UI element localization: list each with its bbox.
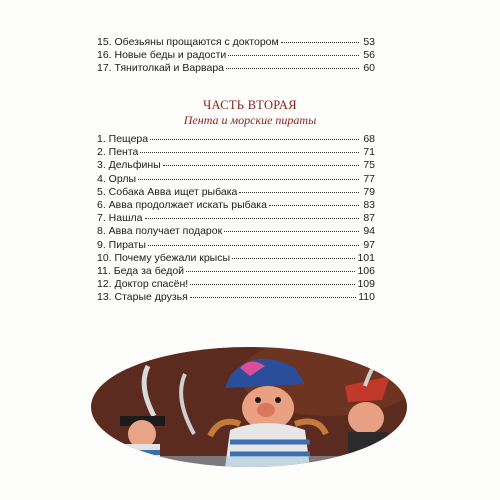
toc-leader-dots — [226, 68, 359, 69]
part-subtitle: Пента и морские пираты — [183, 113, 317, 127]
toc-row — [97, 212, 375, 225]
toc-leader-dots — [140, 152, 359, 153]
toc-row — [97, 62, 375, 75]
toc-leader-dots — [239, 192, 359, 193]
toc-row-page: 56 — [363, 49, 375, 62]
toc-row-label: 3. Дельфины — [97, 159, 161, 172]
toc-row-label: 12. Доктор спасён! — [97, 278, 189, 291]
toc-row — [97, 199, 375, 212]
toc-leader-dots — [163, 165, 359, 166]
toc-row-label: 7. Нашла — [97, 212, 143, 225]
toc-row-page: 60 — [363, 62, 375, 75]
toc-part-one-tail — [97, 36, 375, 76]
toc-row-label: 2. Пента — [97, 146, 139, 159]
toc-row-label: 15. Обезьяны прощаются с доктором — [97, 36, 279, 48]
toc-leader-dots — [145, 218, 360, 219]
toc-row-label: 1. Пещера — [97, 133, 149, 145]
toc-part-two — [97, 133, 375, 304]
toc-row — [97, 159, 375, 172]
toc-row-page: 75 — [363, 159, 375, 172]
toc-row-page: 97 — [363, 238, 375, 251]
toc-leader-dots — [228, 55, 359, 56]
toc-row-page: 87 — [363, 212, 375, 225]
toc-row-label: 10. Почему убежали крысы — [97, 251, 231, 264]
toc-row — [97, 225, 375, 238]
toc-leader-dots — [186, 271, 355, 272]
pirates-illustration — [90, 346, 408, 468]
toc-row-page: 53 — [363, 36, 375, 48]
toc-leader-dots — [150, 139, 359, 140]
toc-leader-dots — [190, 284, 355, 285]
toc-row-label: 8. Авва получает подарок — [97, 225, 223, 238]
toc-row-page: 109 — [357, 278, 375, 291]
toc-row — [97, 146, 375, 159]
toc-row — [97, 186, 375, 199]
toc-row — [97, 239, 375, 252]
toc-leader-dots — [269, 205, 359, 206]
toc-row-label: 4. Орлы — [97, 172, 136, 185]
toc-row — [97, 278, 375, 291]
toc-row-label: 13. Старые друзья — [97, 291, 188, 304]
toc-leader-dots — [224, 231, 359, 232]
toc-row-page: 77 — [363, 172, 375, 185]
toc-row — [97, 49, 375, 62]
toc-row-page: 94 — [363, 225, 375, 238]
toc-row-page: 79 — [363, 185, 375, 198]
toc-leader-dots — [281, 42, 359, 43]
toc-row-page: 83 — [363, 198, 375, 211]
toc-row-label: 11. Беда за бедой — [97, 264, 185, 277]
toc-row — [97, 133, 375, 146]
toc-row-label: 9. Пираты — [97, 238, 146, 251]
toc-row — [97, 252, 375, 265]
toc-row-label: 6. Авва продолжает искать рыбака — [97, 198, 267, 211]
toc-row-label: 5. Собака Авва ищет рыбака — [97, 185, 238, 198]
toc-row-page: 101 — [357, 251, 375, 264]
toc-row-page: 106 — [357, 264, 375, 277]
toc-row — [97, 265, 375, 278]
toc-leader-dots — [138, 179, 359, 180]
toc-row — [97, 36, 375, 49]
part-title: ЧАСТЬ ВТОРАЯ — [203, 98, 297, 112]
toc-leader-dots — [232, 258, 355, 259]
toc-row — [97, 173, 375, 186]
toc-row-label: 17. Тянитолкай и Варвара — [97, 62, 225, 75]
toc-row-page: 68 — [363, 133, 375, 145]
toc-row — [97, 291, 375, 304]
toc-leader-dots — [148, 245, 359, 246]
toc-leader-dots — [190, 297, 356, 298]
toc-row-page: 110 — [358, 291, 375, 304]
toc-row-page: 71 — [363, 146, 375, 159]
toc-row-label: 16. Новые беды и радости — [97, 49, 227, 62]
